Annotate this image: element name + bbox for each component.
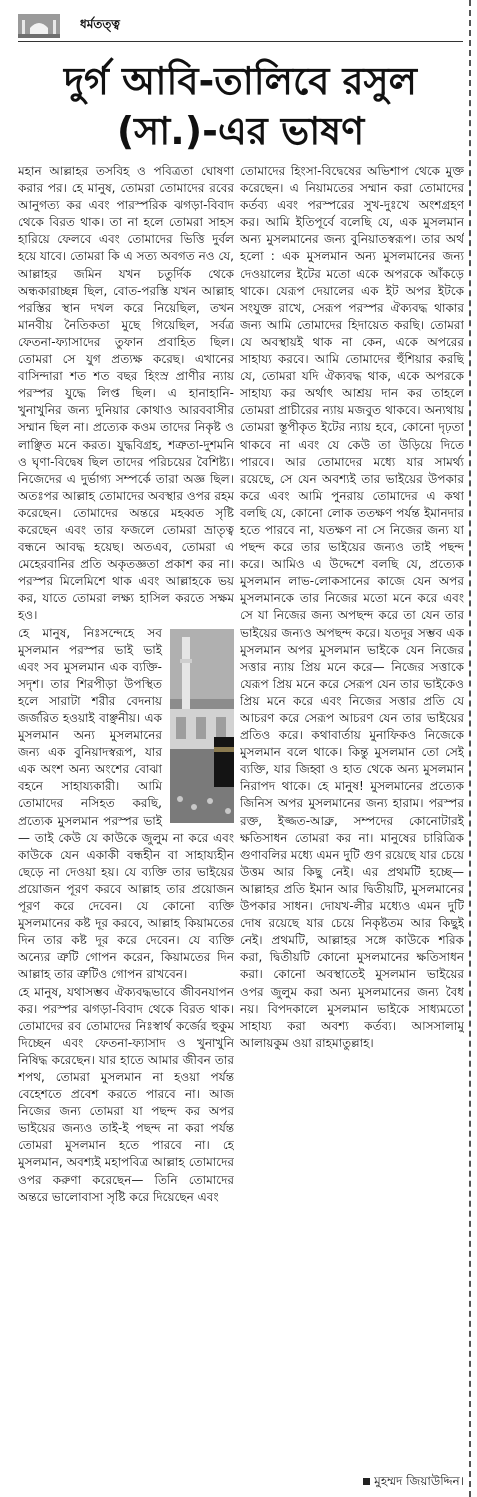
section-header (18, 8, 463, 42)
article-headline (18, 56, 463, 156)
kaaba-photo (170, 629, 234, 823)
kaaba-image (170, 629, 234, 823)
headline-line-1: দুর্গ আবি-তালিবে রসুল (64, 59, 417, 103)
section-rule (18, 41, 463, 42)
mosque-icon (18, 14, 60, 38)
paragraph-2: হে মানুষ, নিঃসন্দেহে সব মুসলমান পরস্পর ভাই ভাই এবং সব মুসলমান এক ব্যক্তি-সদৃশ। তার শিরপীড়া উপস্থিত হলে সারাটা শরীর বেদনায় জর্জরিত হওয়াই বাঞ্ছনীয়। এক মুসলমান অন্য মুসলমানের জন্য এক বুনিয়াদস্বরূপ, যার এক অংশ অন্য অংশের বোঝা বহনে সাহায্যকারী। আমি তোমাদের নসিহত করছি, প্রত্যেক মুসলমান পরস্পর ভাই— তাই কেউ যে কাউকে জুলুম না করে এবং কাউকে যেন একাকী বন্ধহীন বা সাহায্যহীন ছেড়ে না দেওয়া হয়। যে ব্যক্তি তার ভাইয়ের প্রয়োজন পূরণ করবে আল্লাহ তার প্রয়োজন পূরণ করে দেবেন। যে কোনো ব্যক্তি মুসলমানের কষ্ট দূর করবে, আল্লাহ কিয়ামতের দিন তার কষ্ট দূর করে দেবেন। যে ব্যক্তি অন্যের ত্রুটি গোপন করেন, কিয়ামতের দিন আল্লাহ তার ত্রুটিও গোপন রাখবেন। (18, 625, 234, 982)
article-column-right (240, 163, 464, 1488)
section-label: ধর্মতত্ত্ব (80, 17, 120, 31)
page-edge-dashed-border (469, 0, 471, 1497)
author-byline (240, 1473, 464, 1493)
byline-square-icon (363, 1478, 370, 1485)
headline-line-2: (সা.)-এর ভাষণ (116, 109, 365, 153)
paragraph-1: মহান আল্লাহর তসবিহ ও পবিত্রতা ঘোষণা করার পর। হে মানুষ, তোমরা তোমাদের রবের আনুগত্য কর এবং পারস্পরিক ঝগড়া-বিবাদ থেকে বিরত থাক। তা না হলে তোমরা সাহস হারিয়ে ফেলবে এবং তোমাদের ভিত্তি দুর্বল হয়ে যাবে। তোমরা কি এ সত্য অবগত নও যে, আল্লাহর জমিন যখন চতুর্দিক থেকে অন্ধকারাচ্ছন্ন ছিল, বোত-পরস্তি যখন আল্লাহ পরস্তির স্থান দখল করে নিয়েছিল, তখন মানবীয় নৈতিকতা মুছে গিয়েছিল, সর্বত্র ফেতনা-ফ্যাসাদের তুফান প্রবাহিত ছিল। তোমরা সে যুগ প্রত্যক্ষ করেছ। এখানের বাসিন্দারা শত শত বছর হিংস্র প্রাণীর ন্যায় পরস্পর যুদ্ধে লিপ্ত ছিল। এ হানাহানি-খুনাখুনির জন্য দুনিয়ার কোথাও আরববাসীর সম্মান ছিল না। প্রত্যেক কওম তাদের নিকৃষ্ট ও লাঞ্ছিত মনে করত। যুদ্ধবিগ্রহ, শত্রুতা-দুশমনি ও ঘৃণা-বিদ্বেষ ছিল তাদের পরিচয়ের বৈশিষ্ট্য। নিজেদের এ দুর্ভাগ্য সম্পর্কে তারা অজ্ঞ ছিল। অতঃপর আল্লাহ তোমাদের অবস্থার ওপর রহম করেছেন। তোমাদের অন্তরে মহব্বত সৃষ্টি করেছেন এবং তার ফজলে তোমরা ভ্রাতৃত্ব বন্ধনে আবদ্ধ হয়েছ। অতএব, তোমরা এ মেহেরবানির প্রতি অকৃতজ্ঞতা প্রকাশ কর না। পরস্পর মিলেমিশে থাক এবং আল্লাহকে ভয় কর, যাতে তোমরা লক্ষ্য হাসিল করতে সক্ষম হও। (18, 164, 234, 623)
article-column-left (18, 163, 234, 1488)
paragraph-3: হে মানুষ, যথাসম্ভব ঐক্যবদ্ধভাবে জীবনযাপন কর। পরস্পর ঝগড়া-বিবাদ থেকে বিরত থাক। তোমাদের রব তোমাদের নিঃস্বার্থ কর্জের হুকুম দিচ্ছেন এবং ফেতনা-ফ্যাসাদ ও খুনাখুনি নিষিদ্ধ করেছেন। যার হাতে আমার জীবন তার শপথ, তোমরা মুসলমান না হওয়া পর্যন্ত বেহেশতে প্রবেশ করতে পারবে না। আজ নিজের জন্য তোমরা যা পছন্দ কর অপর ভাইয়ের জন্যও তাই-ই পছন্দ না করা পর্যন্ত তোমরা মুসলমান হতে পারবে না। হে মুসলমান, অবশ্যই মহাপবিত্র আল্লাহ তোমাদের ওপর করুণা করেছেন— তিনি তোমাদের অন্তরে ভালোবাসা সৃষ্টি করে দিয়েছেন এবং (18, 984, 234, 1204)
mosque-thumbnail (18, 14, 60, 38)
paragraph-4: তোমাদের হিংসা-বিদ্বেষের অভিশাপ থেকে মুক্ত করেছেন। এ নিয়ামতের সম্মান করা তোমাদের কর্তব্য এবং পরস্পরের সুখ-দুঃখে অংশগ্রহণ কর। আমি ইতিপূর্বে বলেছি যে, এক মুসলমান অন্য মুসলমানের জন্য বুনিয়াতস্বরূপ। তার অর্থ হলো : এক মুসলমান অন্য মুসলমানের জন্য দেওয়ালের ইটের মতো একে অপরকে আঁকড়ে থাকে। যেরূপ দেয়ালের এক ইট অপর ইটকে সংযুক্ত রাখে, সেরূপ পরস্পর ঐক্যবদ্ধ থাকার জন্য আমি তোমাদের হিদায়েত করছি। তোমরা যে অবস্থায়ই থাক না কেন, একে অপরের সাহায্য করবে। আমি তোমাদের হুঁশিয়ার করছি যে, তোমরা যদি ঐক্যবদ্ধ থাক, একে অপরকে সাহায্য কর অর্থাৎ আশ্রয় দান কর তাহলে তোমরা প্রাচীরের ন্যায় মজবুত থাকবে। অন্যথায় তোমরা স্তূপীকৃত ইটের ন্যায় হবে, কোনো দৃঢ়তা থাকবে না এবং যে কেউ তা উড়িয়ে দিতে পারবে। আর তোমাদের মধ্যে যার সামর্থ্য রয়েছে, সে যেন অবশ্যই তার ভাইয়ের উপকার করে এবং আমি পুনরায় তোমাদের এ কথা বলছি যে, কোনো লোক ততক্ষণ পর্যন্ত ইমানদার হতে পারবে না, যতক্ষণ না সে নিজের জন্য যা পছন্দ করে তার ভাইয়ের জন্যও তাই পছন্দ করে। আমিও এ উদ্দেশে বলছি যে, প্রত্যেক মুসলমান লাভ-লোকসানের কাজে যেন অপর মুসলমানকে তার নিজের মতো মনে করে এবং সে যা নিজের জন্য অপছন্দ করে তা যেন তার ভাইয়ের জন্যও অপছন্দ করে। যতদূর সম্ভব এক মুসলমান অপর মুসলমান ভাইকে যেন নিজের সত্তার ন্যায় প্রিয় মনে করে— নিজের সত্তাকে যেরূপ প্রিয় মনে করে সেরূপ যেন তার ভাইকেও প্রিয় মনে করে এবং নিজের সত্তার প্রতি যে আচরণ করে সেরূপ আচরণ যেন তার ভাইয়ের প্রতিও করে। কথাবার্তায় মুনাফিকও নিজেকে মুসলমান বলে থাকে। কিন্তু মুসলমান তো সেই ব্যক্তি, যার জিহ্বা ও হাত থেকে অন্য মুসলমান নিরাপদ থাকে। হে মানুষ! মুসলমানের প্রত্যেক জিনিস অপর মুসলমানের জন্য হারাম। পরস্পর রক্ত, ইজ্জত-আব্রু, সম্পদের কোনোটারই ক্ষতিসাধন তোমরা কর না। মানুষের চারিত্রিক গুণাবলির মধ্যে এমন দুটি গুণ রয়েছে যার চেয়ে উত্তম আর কিছু নেই। এর প্রথমটি হচ্ছে— আল্লাহর প্রতি ইমান আর দ্বিতীয়টি, মুসলমানের উপকার সাধন। দোযখ-লীর মধ্যেও এমন দুটি দোষ রয়েছে যার চেয়ে নিকৃষ্টতম আর কিছুই নেই। প্রথমটি, আল্লাহর সঙ্গে কাউকে শরিক করা, দ্বিতীয়টি কোনো মুসলমানের ক্ষতিসাধন করা। কোনো অবস্থাতেই মুসলমান ভাইয়ের ওপর জুলুম করা অন্য মুসলমানের জন্য বৈধ নয়। বিপদকালে মুসলমান ভাইকে সাধ্যমতো সাহায্য করা অবশ্য কর্তব্য। আসসালামু আলায়কুম ওয়া রাহমাতুল্লাহ। (240, 164, 464, 1050)
author-name: মুহম্মদ জিয়াউদ্দিন। (374, 1474, 464, 1488)
